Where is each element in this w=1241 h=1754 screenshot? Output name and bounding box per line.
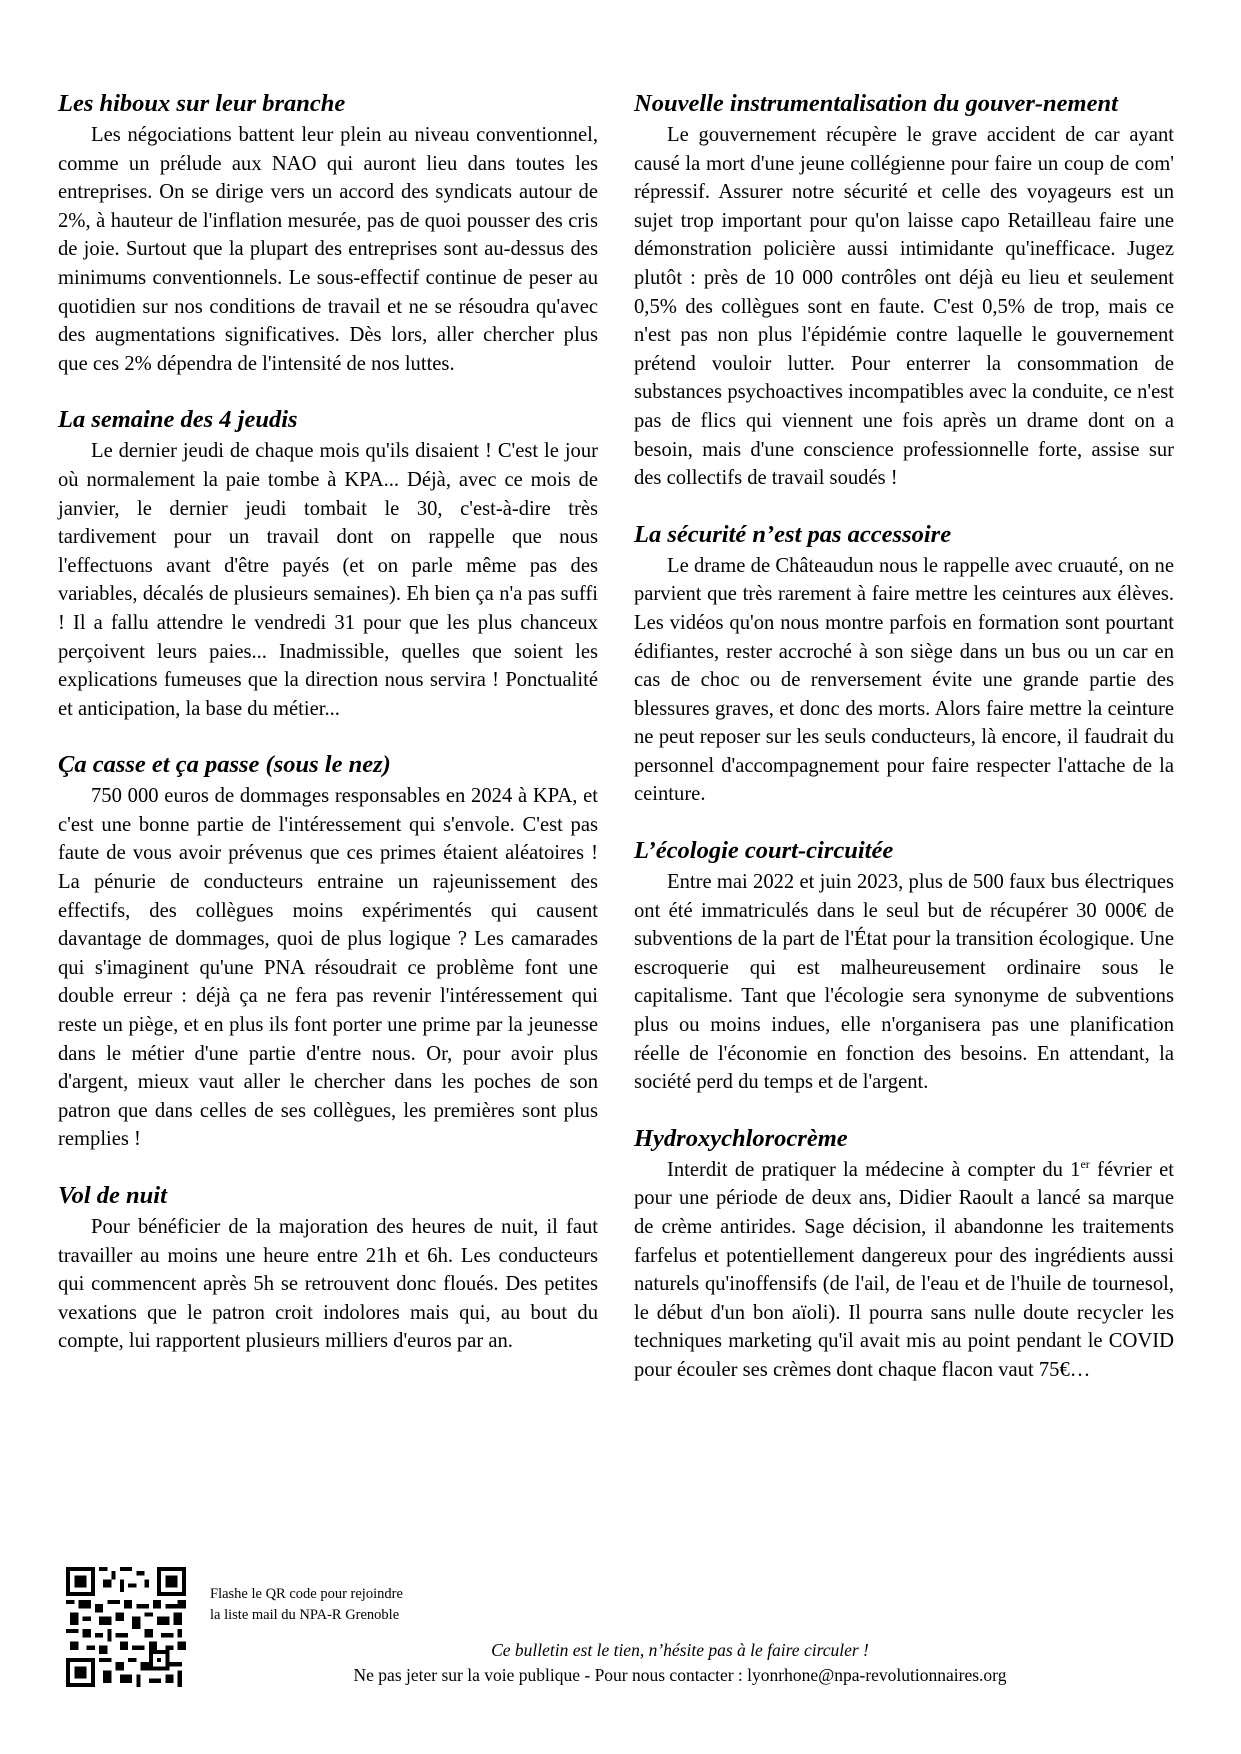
body-text: février et pour une période de deux ans, Didier Raoult a lancé sa marque de crème antirides. Sage décision, il abandonne les traitements farfelus et potentiellement dangereux pour des ingrédients aussi naturels qu'inoffensifs (de l'ail, de l'eau et de l'huile de tournesol, le début d'un bon aïoli). Il pourra sans nulle doute recycler les techniques marketing qu'il avait mis au point pendant le COVID pour écouler ses crèmes dont chaque flacon vaut 75€… xyxy=(634,1158,1174,1381)
qr-code-icon[interactable] xyxy=(66,1567,186,1687)
article-body: Entre mai 2022 et juin 2023, plus de 500 faux bus électriques ont été immatriculés dans le seul but de récupérer 30 000€ de subventions de la part de l'État pour la transition écologique. Une escroquerie qui est malheureusement ordinaire sous le capitalisme. Tant que l'écologie sera synonyme de subventions plus ou moins indues, elle n'organisera pas une planification réelle de l'économie en fonction des besoins. En attendant, la société perd du temps et de l'argent. xyxy=(634,871,1174,1094)
article-title: La sécurité n’est pas accessoire xyxy=(634,520,952,548)
article-body: 750 000 euros de dommages responsables en 2024 à KPA, et c'est une bonne partie de l'intéressement qui s'envole. C'est pas faute de vous avoir prévenus que ces primes étaient aléatoires ! La pénurie de conducteurs entraine un rajeunissement des effectifs, des collègues moins expérimentés qui causent davantage de dommages, quoi de plus logique ? Les camarades qui s'imaginent qu'une PNA résoudrait ce problème font une double erreur : déjà ça ne fera pas revenir l'intéressement qui reste un piège, et en plus ils font porter une prime par la jeunesse dans le métier d'une partie d'entre nous. Or, pour avoir plus d'argent, mieux vaut aller le chercher dans les poches de son patron que dans celles de ses collègues, les premières sont plus remplies ! xyxy=(58,785,598,1151)
article-body: Les négociations battent leur plein au niveau conventionnel, comme un prélude aux NAO qui auront lieu dans toutes les entreprises. On se dirige vers un accord des syndicats autour de 2%, à hauteur de l'inflation mesurée, pas de quoi pousser des cris de joie. Surtout que la plupart des entreprises sont au-dessus des minimums conventionnels. Le sous-effectif continue de peser au quotidien sur nos conditions de travail et ne se résoudra qu'avec des augmentations significatives. Dès lors, aller chercher plus que ces 2% dépendra de l'intensité de nos luttes. xyxy=(58,124,598,375)
footer-slogan: Ce bulletin est le tien, n’hésite pas à le faire circuler ! xyxy=(491,1640,869,1660)
qr-caption-line: la liste mail du NPA-R Grenoble xyxy=(210,1607,400,1623)
article-body: Le dernier jeudi de chaque mois qu'ils disaient ! C'est le jour où normalement la paie tombe à KPA... Déjà, avec ce mois de janvier, le dernier jeudi tombait le 30, c'est-à-dire très tardivement pour un travail dont on rappelle que nous l'effectuons avant d'être payés (et on parle même pas des variables, décalés de plusieurs semaines). Eh bien ça n'a pas suffi ! Il a fallu attendre le vendredi 31 pour que les plus chanceux perçoivent leurs paies... Inadmissible, quelles que soient les explications fumeuses que la direction nous servira ! Ponctualité et anticipation, la base du métier... xyxy=(58,440,598,720)
article-hiboux xyxy=(58,88,598,378)
article-4-jeudis xyxy=(58,404,598,723)
article-body: Pour bénéficier de la majoration des heures de nuit, il faut travailler au moins une heure entre 21h et 6h. Les conducteurs qui commencent après 5h se retrouvent donc floués. Des petites vexations que le patron croit indolores mais qui, au bout du compte, lui rapportent plusieurs milliers d'euros par an. xyxy=(58,1216,598,1353)
article-title: Ça casse et ça passe (sous le nez) xyxy=(58,751,391,779)
article-instrumentalisation xyxy=(634,88,1174,493)
article-title: La semaine des 4 jeudis xyxy=(58,406,298,434)
article-body: Le gouvernement récupère le grave accident de car ayant causé la mort d'une jeune collégienne pour faire un coup de com' répressif. Assurer notre sécurité et celle des voyageurs est un sujet trop important pour qu'on laisse capo Retailleau faire une démonstration policière aussi intimidante qu'inefficace. Jugez plutôt : près de 10 000 contrôles ont déjà eu lieu et seulement 0,5% des collègues sont en faute. C'est 0,5% de trop, mais ce n'est pas non plus l'épidémie contre laquelle le gouvernement prétend vouloir lutter. Pour enterrer la consommation de substances psychoactives incompatibles avec la conduite, ce n'est pas de flics qui viennent une fois après un drame dont on a besoin, mais d'une conscience professionnelle forte, assise sur des collectifs de travail soudés ! xyxy=(634,124,1174,490)
article-title: Nouvelle instrumentalisation du gouver-nement xyxy=(634,90,1118,117)
article-hydroxychlorocreme xyxy=(634,1123,1174,1385)
left-column xyxy=(58,88,598,1382)
article-title: Hydroxychlorocrème xyxy=(634,1124,848,1152)
article-body: Le drame de Châteaudun nous le rappelle avec cruauté, on ne parvient que très rarement à faire mettre les ceintures aux élèves. Les vidéos qu'on nous montre parfois en formation sont pourtant édifiantes, rester accroché à son siège dans un bus ou un car en cas de choc ou de renversement évite une grande partie des blessures graves, et donc des morts. Alors faire mettre la ceinture ne peut reposer sur les seuls conducteurs, là encore, il faudrait du personnel d'accompagnement pour faire respecter l'attache de la ceinture. xyxy=(634,554,1174,806)
body-text: Interdit de pratiquer la médecine à compter du 1 xyxy=(667,1158,1081,1181)
article-body xyxy=(634,1156,1174,1385)
qr-caption xyxy=(210,1584,403,1626)
right-column xyxy=(634,88,1174,1411)
footer-contact: Ne pas jeter sur la voie publique - Pour nous contacter : lyonrhone@npa-revolutionnaires.org xyxy=(353,1665,1007,1685)
article-securite xyxy=(634,519,1174,809)
article-ecologie xyxy=(634,835,1174,1097)
article-title: L’écologie court-circuitée xyxy=(634,837,894,865)
superscript: er xyxy=(1080,1156,1090,1171)
qr-caption-line: Flashe le QR code pour rejoindre xyxy=(210,1586,403,1602)
article-title: Vol de nuit xyxy=(58,1182,167,1209)
article-ca-casse xyxy=(58,749,598,1154)
article-vol-de-nuit xyxy=(58,1180,598,1356)
article-title: Les hiboux sur leur branche xyxy=(58,90,346,117)
